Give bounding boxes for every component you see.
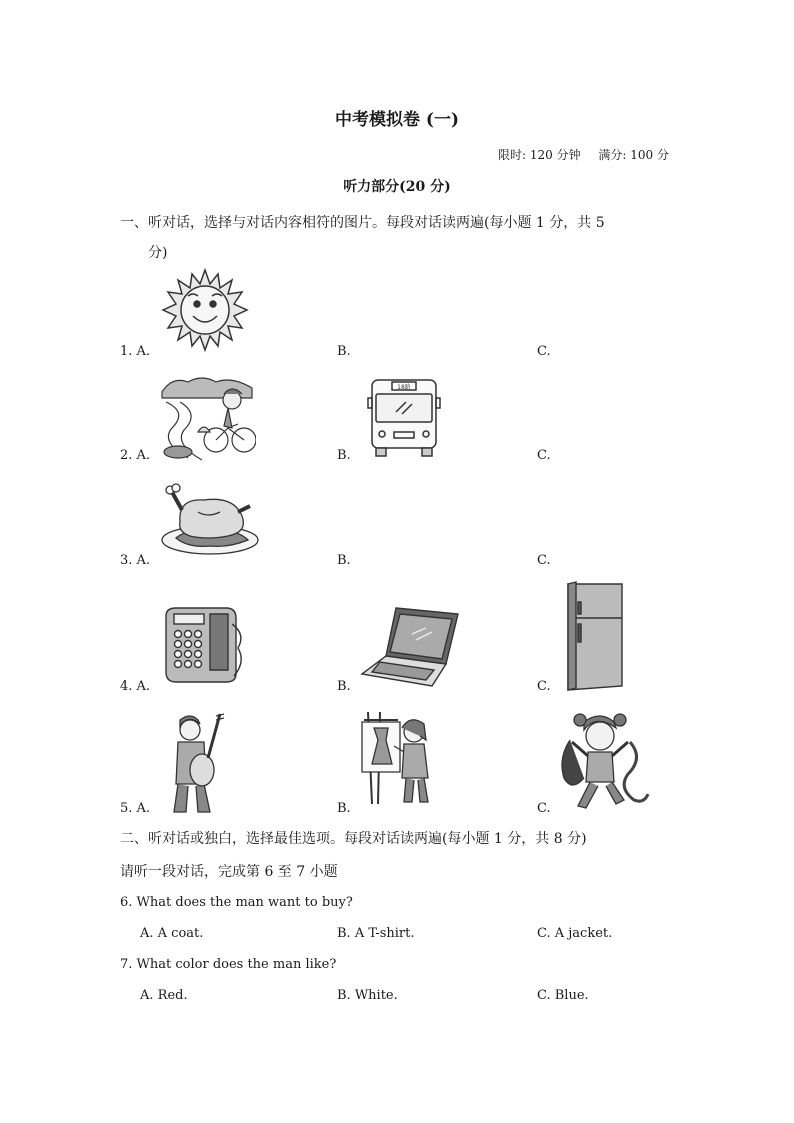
- q1-option-b: B.: [337, 344, 351, 359]
- part2-subinstruction: 请听一段对话，完成第 6 至 7 小题: [120, 864, 338, 880]
- q6-option-a: A. A coat.: [140, 926, 204, 941]
- part1-instruction: [120, 208, 680, 268]
- question-6: 6. What does the man want to buy?: [120, 895, 353, 910]
- q2-option-b: B.: [337, 448, 351, 463]
- full-score: 满分: 100 分: [598, 148, 669, 162]
- laptop-icon: [360, 604, 462, 690]
- q4-option-b: B.: [337, 679, 351, 694]
- q6-option-b: B. A T-shirt.: [337, 926, 415, 941]
- q4-option-a: 4. A.: [120, 679, 151, 694]
- q5-option-a: 5. A.: [120, 801, 151, 816]
- q5-option-b: B.: [337, 801, 351, 816]
- q4-option-c: C.: [537, 679, 551, 694]
- bus-route-sign: 18路: [397, 384, 411, 391]
- refrigerator-icon: [564, 580, 626, 692]
- q3-option-a: 3. A.: [120, 553, 151, 568]
- q5-option-c: C.: [537, 801, 551, 816]
- girl-dancing-ribbon-icon: [556, 708, 652, 812]
- girl-painting-icon: [358, 710, 436, 806]
- q2-option-c: C.: [537, 448, 551, 463]
- time-limit: 限时: 120 分钟: [498, 148, 581, 162]
- q3-option-b: B.: [337, 553, 351, 568]
- q7-option-b: B. White.: [337, 988, 398, 1003]
- part2-instruction: 二、听对话或独白，选择最佳选项。每段对话读两遍(每小题 1 分，共 8 分): [120, 831, 587, 847]
- question-7: 7. What color does the man like?: [120, 957, 337, 972]
- q7-option-c: C. Blue.: [537, 988, 589, 1003]
- q7-option-a: A. Red.: [140, 988, 188, 1003]
- q2-option-a: 2. A.: [120, 448, 151, 463]
- telephone-icon: [162, 604, 246, 688]
- section-title: 听力部分(20 分): [343, 179, 451, 195]
- bus-icon: [366, 376, 442, 460]
- exam-meta: [498, 146, 669, 163]
- roast-turkey-icon: [158, 482, 262, 558]
- part1-instruction-line2: 分): [148, 245, 168, 261]
- part1-instruction-line1: 一、听对话，选择与对话内容相符的图片。每段对话读两遍(每小题 1 分，共 5: [120, 215, 605, 231]
- q1-option-a: 1. A.: [120, 344, 151, 359]
- girl-cycling-icon: [158, 372, 256, 462]
- q3-option-c: C.: [537, 553, 551, 568]
- sun-icon: [160, 266, 250, 354]
- q1-option-c: C.: [537, 344, 551, 359]
- exam-title: 中考模拟卷 (一): [334, 110, 459, 130]
- q6-option-c: C. A jacket.: [537, 926, 613, 941]
- girl-playing-pipa-icon: [168, 708, 228, 816]
